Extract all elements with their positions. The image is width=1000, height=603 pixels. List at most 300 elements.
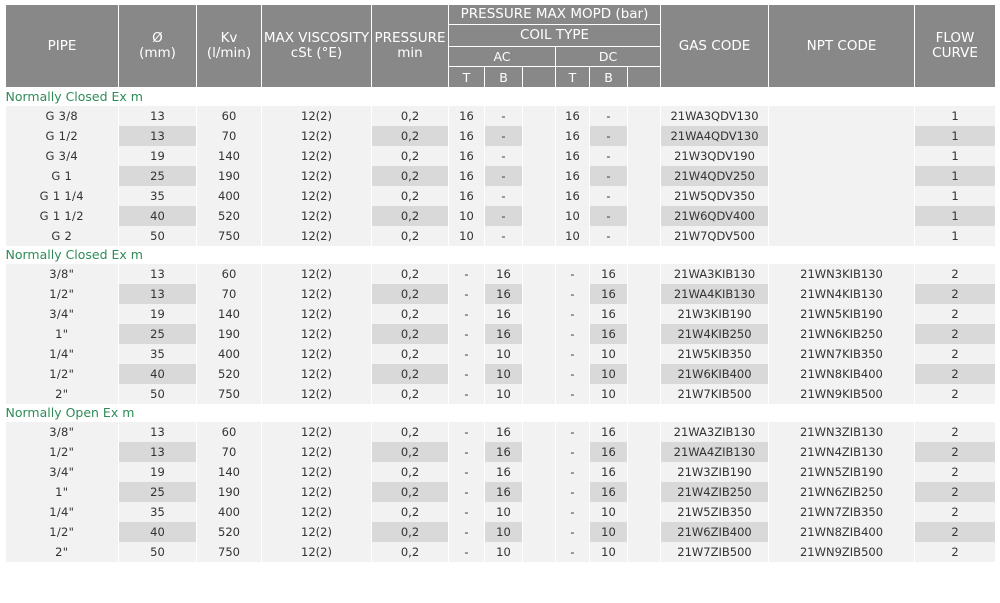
table-row <box>6 206 996 226</box>
cell-npt-code <box>769 206 915 226</box>
cell-ac-t: 16 <box>449 166 485 186</box>
cell-flow-curve: 2 <box>915 344 996 364</box>
cell-dc-b: - <box>590 226 628 246</box>
cell-dc-b: 10 <box>590 384 628 404</box>
cell-viscosity: 12(2) <box>262 166 372 186</box>
cell-dc-t: - <box>556 384 590 404</box>
cell-viscosity: 12(2) <box>262 226 372 246</box>
cell-ac-b: 16 <box>485 264 523 284</box>
cell-dc-spare <box>628 344 661 364</box>
cell-ac-t: - <box>449 384 485 404</box>
cell-pressure: 0,2 <box>372 226 449 246</box>
cell-gas-code: 21W3KIB190 <box>661 304 769 324</box>
cell-pipe: G 1 1/4 <box>6 186 119 206</box>
cell-pipe: 2" <box>6 384 119 404</box>
cell-kv: 750 <box>197 542 262 562</box>
cell-dc-spare <box>628 226 661 246</box>
cell-ac-spare <box>523 126 556 146</box>
cell-kv: 400 <box>197 502 262 522</box>
cell-dc-spare <box>628 442 661 462</box>
cell-kv: 400 <box>197 186 262 206</box>
cell-ac-spare <box>523 166 556 186</box>
cell-ac-t: - <box>449 264 485 284</box>
cell-diameter: 19 <box>119 146 197 166</box>
cell-dc-spare <box>628 384 661 404</box>
cell-ac-b: 10 <box>485 502 523 522</box>
cell-dc-t: - <box>556 344 590 364</box>
cell-flow-curve: 2 <box>915 284 996 304</box>
cell-gas-code: 21W7ZIB500 <box>661 542 769 562</box>
cell-pressure: 0,2 <box>372 522 449 542</box>
table-row <box>6 126 996 146</box>
cell-gas-code: 21W6KIB400 <box>661 364 769 384</box>
cell-npt-code <box>769 146 915 166</box>
cell-dc-b: 10 <box>590 364 628 384</box>
table-row <box>6 304 996 324</box>
cell-dc-t: - <box>556 324 590 344</box>
cell-ac-t: - <box>449 304 485 324</box>
cell-ac-spare <box>523 442 556 462</box>
cell-diameter: 35 <box>119 502 197 522</box>
cell-diameter: 13 <box>119 126 197 146</box>
cell-pipe: 1/2" <box>6 442 119 462</box>
cell-pressure: 0,2 <box>372 284 449 304</box>
cell-pipe: G 1 <box>6 166 119 186</box>
cell-ac-t: - <box>449 344 485 364</box>
cell-dc-t: - <box>556 482 590 502</box>
cell-ac-spare <box>523 146 556 166</box>
cell-dc-t: 16 <box>556 146 590 166</box>
cell-flow-curve: 1 <box>915 126 996 146</box>
cell-pipe: 1/2" <box>6 364 119 384</box>
cell-dc-b: 16 <box>590 284 628 304</box>
cell-diameter: 50 <box>119 542 197 562</box>
cell-pressure: 0,2 <box>372 384 449 404</box>
cell-diameter: 35 <box>119 344 197 364</box>
cell-ac-spare <box>523 364 556 384</box>
cell-ac-spare <box>523 384 556 404</box>
cell-gas-code: 21WA3QDV130 <box>661 106 769 126</box>
valve-spec-table <box>5 4 996 562</box>
cell-ac-spare <box>523 502 556 522</box>
cell-dc-b: 16 <box>590 422 628 442</box>
cell-viscosity: 12(2) <box>262 304 372 324</box>
cell-ac-t: - <box>449 502 485 522</box>
header-pressure-label: PRESSURE <box>374 30 446 46</box>
cell-viscosity: 12(2) <box>262 126 372 146</box>
header-flow-label: FLOW <box>935 30 975 46</box>
cell-ac-b: 10 <box>485 542 523 562</box>
cell-npt-code: 21WN3ZIB130 <box>769 422 915 442</box>
cell-pipe: 1/2" <box>6 284 119 304</box>
cell-gas-code: 21W7QDV500 <box>661 226 769 246</box>
cell-pipe: G 1/2 <box>6 126 119 146</box>
cell-dc-spare <box>628 482 661 502</box>
cell-dc-b: - <box>590 206 628 226</box>
cell-ac-t: - <box>449 364 485 384</box>
cell-pipe: G 1 1/2 <box>6 206 119 226</box>
cell-pipe: 1/2" <box>6 522 119 542</box>
cell-dc-b: - <box>590 166 628 186</box>
cell-dc-t: 16 <box>556 166 590 186</box>
cell-dc-spare <box>628 186 661 206</box>
cell-dc-b: 16 <box>590 462 628 482</box>
header-pipe: PIPE <box>6 5 119 88</box>
cell-ac-spare <box>523 324 556 344</box>
cell-kv: 140 <box>197 304 262 324</box>
cell-kv: 190 <box>197 324 262 344</box>
cell-ac-b: 10 <box>485 384 523 404</box>
cell-pressure: 0,2 <box>372 442 449 462</box>
header-gas-code: GAS CODE <box>661 5 769 88</box>
section-header-row <box>6 88 996 107</box>
table-row <box>6 264 996 284</box>
cell-ac-spare <box>523 264 556 284</box>
header-npt-code: NPT CODE <box>769 5 915 88</box>
cell-gas-code: 21WA3ZIB130 <box>661 422 769 442</box>
cell-npt-code <box>769 126 915 146</box>
cell-ac-b: 16 <box>485 324 523 344</box>
cell-ac-spare <box>523 422 556 442</box>
cell-gas-code: 21WA3KIB130 <box>661 264 769 284</box>
cell-dc-t: 16 <box>556 126 590 146</box>
cell-ac-t: - <box>449 462 485 482</box>
cell-diameter: 19 <box>119 462 197 482</box>
cell-gas-code: 21W6QDV400 <box>661 206 769 226</box>
cell-ac-t: - <box>449 284 485 304</box>
cell-pressure: 0,2 <box>372 186 449 206</box>
cell-ac-b: - <box>485 206 523 226</box>
cell-dc-spare <box>628 166 661 186</box>
cell-viscosity: 12(2) <box>262 422 372 442</box>
cell-gas-code: 21WA4QDV130 <box>661 126 769 146</box>
cell-ac-b: - <box>485 186 523 206</box>
cell-npt-code: 21WN4KIB130 <box>769 284 915 304</box>
cell-viscosity: 12(2) <box>262 384 372 404</box>
cell-pressure: 0,2 <box>372 106 449 126</box>
cell-dc-b: - <box>590 106 628 126</box>
cell-diameter: 13 <box>119 106 197 126</box>
table-row <box>6 344 996 364</box>
cell-ac-spare <box>523 206 556 226</box>
cell-dc-b: - <box>590 146 628 166</box>
cell-ac-b: - <box>485 106 523 126</box>
cell-dc-spare <box>628 206 661 226</box>
table-row <box>6 462 996 482</box>
cell-pipe: G 3/8 <box>6 106 119 126</box>
cell-gas-code: 21W4KIB250 <box>661 324 769 344</box>
cell-npt-code: 21WN7KIB350 <box>769 344 915 364</box>
cell-dc-b: 16 <box>590 264 628 284</box>
cell-npt-code <box>769 226 915 246</box>
cell-diameter: 13 <box>119 442 197 462</box>
cell-npt-code <box>769 166 915 186</box>
cell-diameter: 13 <box>119 284 197 304</box>
cell-kv: 520 <box>197 522 262 542</box>
header-dc-t: T <box>556 67 590 88</box>
cell-dc-t: - <box>556 442 590 462</box>
cell-npt-code: 21WN5KIB190 <box>769 304 915 324</box>
cell-ac-b: 16 <box>485 442 523 462</box>
cell-dc-b: 10 <box>590 522 628 542</box>
cell-flow-curve: 1 <box>915 106 996 126</box>
cell-pipe: 2" <box>6 542 119 562</box>
cell-npt-code: 21WN3KIB130 <box>769 264 915 284</box>
cell-ac-spare <box>523 462 556 482</box>
cell-npt-code: 21WN9ZIB500 <box>769 542 915 562</box>
header-curve-label: CURVE <box>932 45 978 61</box>
cell-ac-spare <box>523 226 556 246</box>
cell-dc-spare <box>628 462 661 482</box>
cell-npt-code: 21WN7ZIB350 <box>769 502 915 522</box>
header-ac-b: B <box>485 67 523 88</box>
cell-flow-curve: 2 <box>915 522 996 542</box>
cell-kv: 60 <box>197 422 262 442</box>
cell-dc-t: 16 <box>556 106 590 126</box>
cell-ac-spare <box>523 304 556 324</box>
header-coil-type: COIL TYPE <box>449 25 661 47</box>
cell-pipe: 3/8" <box>6 422 119 442</box>
cell-pipe: 3/4" <box>6 462 119 482</box>
cell-gas-code: 21W6ZIB400 <box>661 522 769 542</box>
cell-viscosity: 12(2) <box>262 284 372 304</box>
cell-npt-code: 21WN8KIB400 <box>769 364 915 384</box>
cell-ac-spare <box>523 482 556 502</box>
cell-kv: 60 <box>197 106 262 126</box>
cell-ac-b: 10 <box>485 364 523 384</box>
cell-flow-curve: 2 <box>915 324 996 344</box>
cell-viscosity: 12(2) <box>262 264 372 284</box>
cell-ac-spare <box>523 106 556 126</box>
cell-diameter: 50 <box>119 226 197 246</box>
cell-flow-curve: 2 <box>915 462 996 482</box>
cell-dc-spare <box>628 542 661 562</box>
cell-flow-curve: 2 <box>915 442 996 462</box>
cell-pipe: G 2 <box>6 226 119 246</box>
header-ac-t: T <box>449 67 485 88</box>
cell-ac-spare <box>523 522 556 542</box>
cell-viscosity: 12(2) <box>262 146 372 166</box>
cell-diameter: 40 <box>119 364 197 384</box>
section-header-row <box>6 246 996 264</box>
cell-kv: 70 <box>197 284 262 304</box>
cell-pipe: 1" <box>6 482 119 502</box>
cell-viscosity: 12(2) <box>262 206 372 226</box>
header-flow-curve <box>915 5 996 88</box>
table-row <box>6 284 996 304</box>
cell-gas-code: 21W5ZIB350 <box>661 502 769 522</box>
cell-gas-code: 21W7KIB500 <box>661 384 769 404</box>
cell-gas-code: 21W5KIB350 <box>661 344 769 364</box>
cell-ac-t: - <box>449 324 485 344</box>
cell-pressure: 0,2 <box>372 364 449 384</box>
header-pressure <box>372 5 449 88</box>
cell-pressure: 0,2 <box>372 324 449 344</box>
cell-pipe: 3/4" <box>6 304 119 324</box>
cell-flow-curve: 1 <box>915 206 996 226</box>
cell-pressure: 0,2 <box>372 344 449 364</box>
cell-ac-b: 10 <box>485 344 523 364</box>
cell-dc-spare <box>628 126 661 146</box>
table-row <box>6 422 996 442</box>
cell-ac-b: - <box>485 146 523 166</box>
header-dc: DC <box>556 47 661 67</box>
cell-ac-t: - <box>449 442 485 462</box>
cell-flow-curve: 1 <box>915 226 996 246</box>
cell-ac-t: - <box>449 542 485 562</box>
cell-dc-t: - <box>556 522 590 542</box>
cell-ac-t: 16 <box>449 126 485 146</box>
cell-kv: 140 <box>197 146 262 166</box>
cell-ac-t: 16 <box>449 186 485 206</box>
cell-ac-t: 10 <box>449 206 485 226</box>
header-diameter-symbol: Ø <box>152 30 163 46</box>
cell-viscosity: 12(2) <box>262 542 372 562</box>
cell-viscosity: 12(2) <box>262 186 372 206</box>
cell-diameter: 35 <box>119 186 197 206</box>
cell-ac-t: 16 <box>449 146 485 166</box>
cell-ac-t: - <box>449 422 485 442</box>
cell-viscosity: 12(2) <box>262 324 372 344</box>
cell-dc-t: - <box>556 304 590 324</box>
cell-ac-b: 16 <box>485 462 523 482</box>
cell-dc-b: 10 <box>590 502 628 522</box>
table-row <box>6 442 996 462</box>
cell-dc-b: 16 <box>590 482 628 502</box>
cell-npt-code <box>769 106 915 126</box>
cell-kv: 400 <box>197 344 262 364</box>
cell-flow-curve: 2 <box>915 264 996 284</box>
cell-flow-curve: 2 <box>915 542 996 562</box>
header-dc-spare <box>628 67 661 88</box>
cell-ac-spare <box>523 284 556 304</box>
cell-diameter: 25 <box>119 166 197 186</box>
cell-ac-b: - <box>485 226 523 246</box>
cell-gas-code: 21W4QDV250 <box>661 166 769 186</box>
cell-ac-spare <box>523 542 556 562</box>
table-row <box>6 226 996 246</box>
cell-pipe: 1/4" <box>6 344 119 364</box>
cell-viscosity: 12(2) <box>262 462 372 482</box>
cell-flow-curve: 2 <box>915 422 996 442</box>
cell-dc-b: - <box>590 126 628 146</box>
cell-flow-curve: 1 <box>915 146 996 166</box>
header-mopd: PRESSURE MAX MOPD (bar) <box>449 5 661 25</box>
cell-ac-b: - <box>485 166 523 186</box>
cell-viscosity: 12(2) <box>262 522 372 542</box>
cell-dc-b: 16 <box>590 324 628 344</box>
header-diameter-unit: (mm) <box>139 45 176 61</box>
table-row <box>6 146 996 166</box>
cell-pressure: 0,2 <box>372 482 449 502</box>
cell-dc-t: 10 <box>556 206 590 226</box>
cell-pressure: 0,2 <box>372 206 449 226</box>
cell-dc-spare <box>628 106 661 126</box>
header-ac: AC <box>449 47 556 67</box>
header-viscosity <box>262 5 372 88</box>
cell-kv: 750 <box>197 384 262 404</box>
section-header-row <box>6 404 996 422</box>
section-title: Normally Closed Ex m <box>6 88 996 107</box>
cell-dc-spare <box>628 146 661 166</box>
cell-gas-code: 21WA4KIB130 <box>661 284 769 304</box>
cell-kv: 70 <box>197 442 262 462</box>
cell-npt-code: 21WN6KIB250 <box>769 324 915 344</box>
cell-kv: 190 <box>197 166 262 186</box>
cell-dc-t: - <box>556 422 590 442</box>
header-ac-spare <box>523 67 556 88</box>
table-header <box>6 5 996 88</box>
cell-dc-spare <box>628 304 661 324</box>
cell-ac-b: - <box>485 126 523 146</box>
cell-gas-code: 21WA4ZIB130 <box>661 442 769 462</box>
cell-diameter: 25 <box>119 482 197 502</box>
cell-pressure: 0,2 <box>372 502 449 522</box>
cell-pipe: G 3/4 <box>6 146 119 166</box>
cell-dc-spare <box>628 522 661 542</box>
cell-pressure: 0,2 <box>372 304 449 324</box>
cell-dc-t: - <box>556 502 590 522</box>
cell-diameter: 40 <box>119 206 197 226</box>
cell-diameter: 19 <box>119 304 197 324</box>
cell-diameter: 50 <box>119 384 197 404</box>
cell-kv: 70 <box>197 126 262 146</box>
cell-flow-curve: 2 <box>915 304 996 324</box>
cell-kv: 140 <box>197 462 262 482</box>
cell-dc-t: - <box>556 542 590 562</box>
cell-diameter: 13 <box>119 422 197 442</box>
cell-ac-spare <box>523 186 556 206</box>
cell-dc-t: - <box>556 264 590 284</box>
cell-flow-curve: 1 <box>915 186 996 206</box>
cell-dc-b: 16 <box>590 304 628 324</box>
cell-dc-b: 16 <box>590 442 628 462</box>
cell-ac-b: 16 <box>485 422 523 442</box>
cell-npt-code: 21WN8ZIB400 <box>769 522 915 542</box>
cell-dc-spare <box>628 284 661 304</box>
table-row <box>6 166 996 186</box>
header-kv-label: Kv <box>220 30 238 46</box>
cell-pressure: 0,2 <box>372 542 449 562</box>
header-diameter <box>119 5 197 88</box>
cell-dc-t: 16 <box>556 186 590 206</box>
cell-flow-curve: 2 <box>915 364 996 384</box>
cell-ac-t: - <box>449 522 485 542</box>
table-row <box>6 186 996 206</box>
cell-npt-code: 21WN6ZIB250 <box>769 482 915 502</box>
table-row <box>6 482 996 502</box>
cell-flow-curve: 1 <box>915 166 996 186</box>
cell-ac-t: 16 <box>449 106 485 126</box>
cell-pressure: 0,2 <box>372 264 449 284</box>
cell-gas-code: 21W5QDV350 <box>661 186 769 206</box>
table-row <box>6 106 996 126</box>
cell-diameter: 13 <box>119 264 197 284</box>
cell-flow-curve: 2 <box>915 502 996 522</box>
header-kv-unit: (l/min) <box>206 45 252 61</box>
cell-ac-spare <box>523 344 556 364</box>
cell-kv: 750 <box>197 226 262 246</box>
cell-kv: 520 <box>197 206 262 226</box>
cell-viscosity: 12(2) <box>262 364 372 384</box>
header-viscosity-label: MAX VISCOSITY <box>263 30 370 46</box>
cell-dc-spare <box>628 502 661 522</box>
cell-viscosity: 12(2) <box>262 442 372 462</box>
cell-dc-t: 10 <box>556 226 590 246</box>
cell-pressure: 0,2 <box>372 166 449 186</box>
header-kv <box>197 5 262 88</box>
cell-ac-t: 10 <box>449 226 485 246</box>
